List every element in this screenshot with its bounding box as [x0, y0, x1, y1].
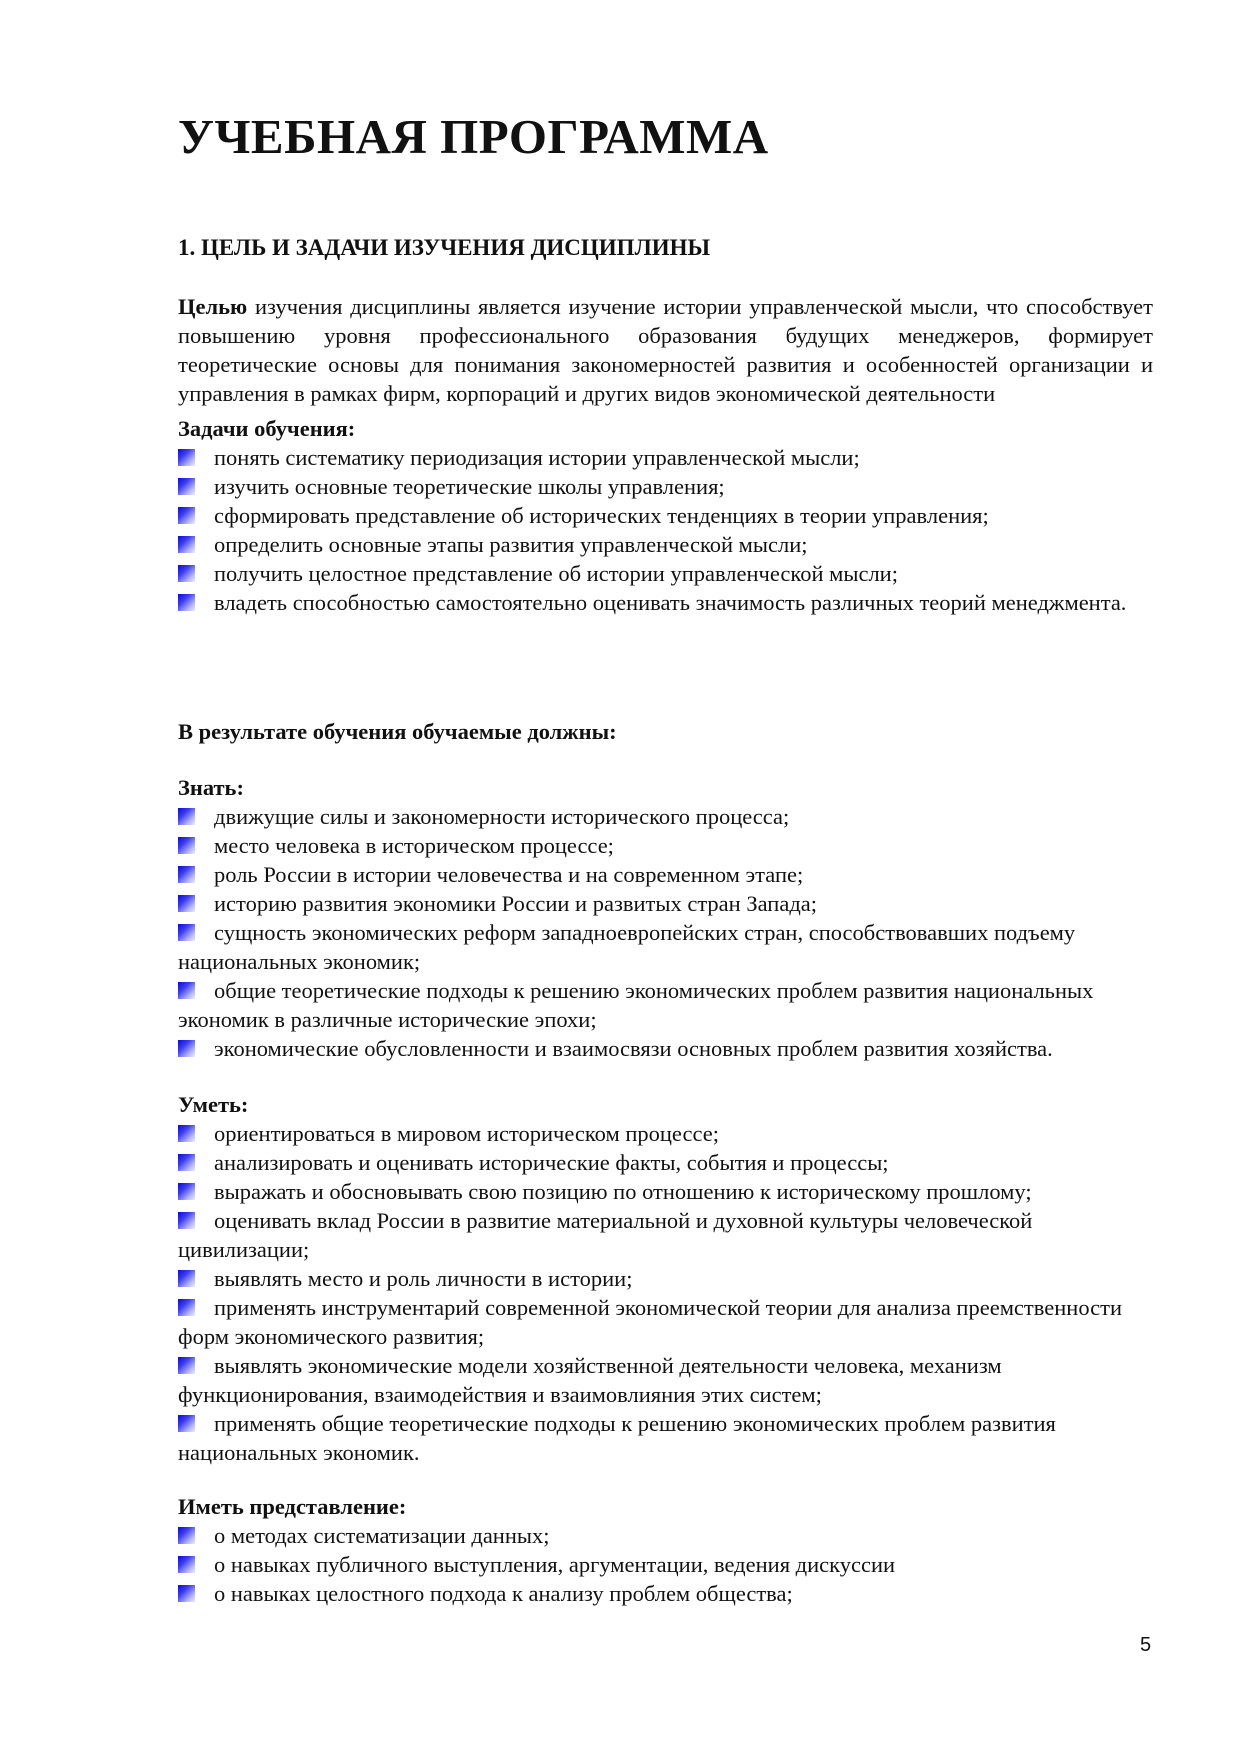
square-bullet-icon: [178, 1183, 195, 1200]
intro-paragraph: [178, 292, 1153, 408]
ideas-title: Иметь представление:: [178, 1494, 407, 1519]
list-item: определить основные этапы развития управленческой мысли;: [178, 530, 1153, 559]
square-bullet-icon: [178, 866, 195, 883]
square-bullet-icon: [178, 1585, 195, 1602]
can-list: [178, 1119, 1153, 1467]
list-item: движущие силы и закономерности исторического процесса;: [178, 802, 1153, 831]
square-bullet-icon: [178, 594, 195, 611]
square-bullet-icon: [178, 449, 195, 466]
list-item: применять инструментарий современной экономической теории для анализа преемственности форм экономического развития;: [178, 1295, 1122, 1349]
page-number: 5: [1140, 1634, 1152, 1656]
intro-text: изучения дисциплины является изучение истории управленческой мысли, что способствует повышению уровня профессионального образования будущих менеджеров, формирует теоретические основы для понимания закономерностей развития и особенностей организации и управления в рамках фирм, корпораций и других видов экономической деятельности: [178, 294, 1153, 406]
know-list: [178, 802, 1153, 1063]
square-bullet-icon: [178, 1357, 195, 1374]
list-item: экономические обусловленности и взаимосвязи основных проблем развития хозяйства.: [178, 1034, 1153, 1063]
square-bullet-icon: [178, 1154, 195, 1171]
tasks-block: [178, 414, 1153, 617]
know-title: Знать:: [178, 775, 244, 800]
list-item: о методах систематизации данных;: [178, 1521, 1153, 1550]
list-item: историю развития экономики России и развитых стран Запада;: [178, 889, 1153, 918]
square-bullet-icon: [178, 895, 195, 912]
square-bullet-icon: [178, 1556, 195, 1573]
list-item: общие теоретические подходы к решению экономических проблем развития национальных экономик в различные исторические эпохи;: [178, 978, 1094, 1032]
list-item: роль России в истории человечества и на современном этапе;: [178, 860, 1153, 889]
list-item: место человека в историческом процессе;: [178, 831, 1153, 860]
square-bullet-icon: [178, 478, 195, 495]
list-item: оценивать вклад России в развитие материальной и духовной культуры человеческой цивилизации;: [178, 1208, 1033, 1262]
square-bullet-icon: [178, 1212, 195, 1229]
can-title: Уметь:: [178, 1092, 249, 1117]
list-item: получить целостное представление об истории управленческой мысли;: [178, 559, 1153, 588]
square-bullet-icon: [178, 1415, 195, 1432]
square-bullet-icon: [178, 982, 195, 999]
list-item: выражать и обосновывать свою позицию по отношению к историческому прошлому;: [178, 1177, 1153, 1206]
intro-lead-word: Целью: [178, 294, 248, 319]
can-block: [178, 1090, 1153, 1467]
tasks-list: [178, 443, 1153, 617]
list-item: о навыках публичного выступления, аргументации, ведения дискуссии: [178, 1550, 1153, 1579]
page-title: УЧЕБНАЯ ПРОГРАММА: [178, 109, 769, 164]
square-bullet-icon: [178, 1299, 195, 1316]
list-item: анализировать и оценивать исторические факты, события и процессы;: [178, 1148, 1153, 1177]
list-item: применять общие теоретические подходы к решению экономических проблем развития национальных экономик.: [178, 1411, 1056, 1465]
know-block: [178, 773, 1153, 1063]
section-heading: 1. ЦЕЛЬ И ЗАДАЧИ ИЗУЧЕНИЯ ДИСЦИПЛИНЫ: [178, 235, 711, 260]
square-bullet-icon: [178, 565, 195, 582]
square-bullet-icon: [178, 924, 195, 941]
list-item: выявлять место и роль личности в истории;: [178, 1264, 1153, 1293]
square-bullet-icon: [178, 837, 195, 854]
square-bullet-icon: [178, 507, 195, 524]
square-bullet-icon: [178, 1125, 195, 1142]
list-item: владеть способностью самостоятельно оценивать значимость различных теорий менеджмента.: [178, 588, 1153, 617]
tasks-title: Задачи обучения:: [178, 416, 356, 441]
square-bullet-icon: [178, 1527, 195, 1544]
square-bullet-icon: [178, 1270, 195, 1287]
square-bullet-icon: [178, 536, 195, 553]
square-bullet-icon: [178, 808, 195, 825]
results-heading: В результате обучения обучаемые должны:: [178, 719, 617, 744]
list-item: о навыках целостного подхода к анализу проблем общества;: [178, 1579, 1153, 1608]
ideas-list: [178, 1521, 1153, 1608]
list-item: изучить основные теоретические школы управления;: [178, 472, 1153, 501]
results-heading-block: [178, 717, 1153, 746]
list-item: понять систематику периодизация истории управленческой мысли;: [178, 443, 1153, 472]
list-item: ориентироваться в мировом историческом процессе;: [178, 1119, 1153, 1148]
square-bullet-icon: [178, 1040, 195, 1057]
list-item: сущность экономических реформ западноевропейских стран, способствовавших подъему национальных экономик;: [178, 920, 1076, 974]
ideas-block: [178, 1492, 1153, 1608]
list-item: выявлять экономические модели хозяйственной деятельности человека, механизм функционирования, взаимодействия и взаимовлияния этих систем;: [178, 1353, 1002, 1407]
list-item: сформировать представление об исторических тенденциях в теории управления;: [178, 501, 1153, 530]
